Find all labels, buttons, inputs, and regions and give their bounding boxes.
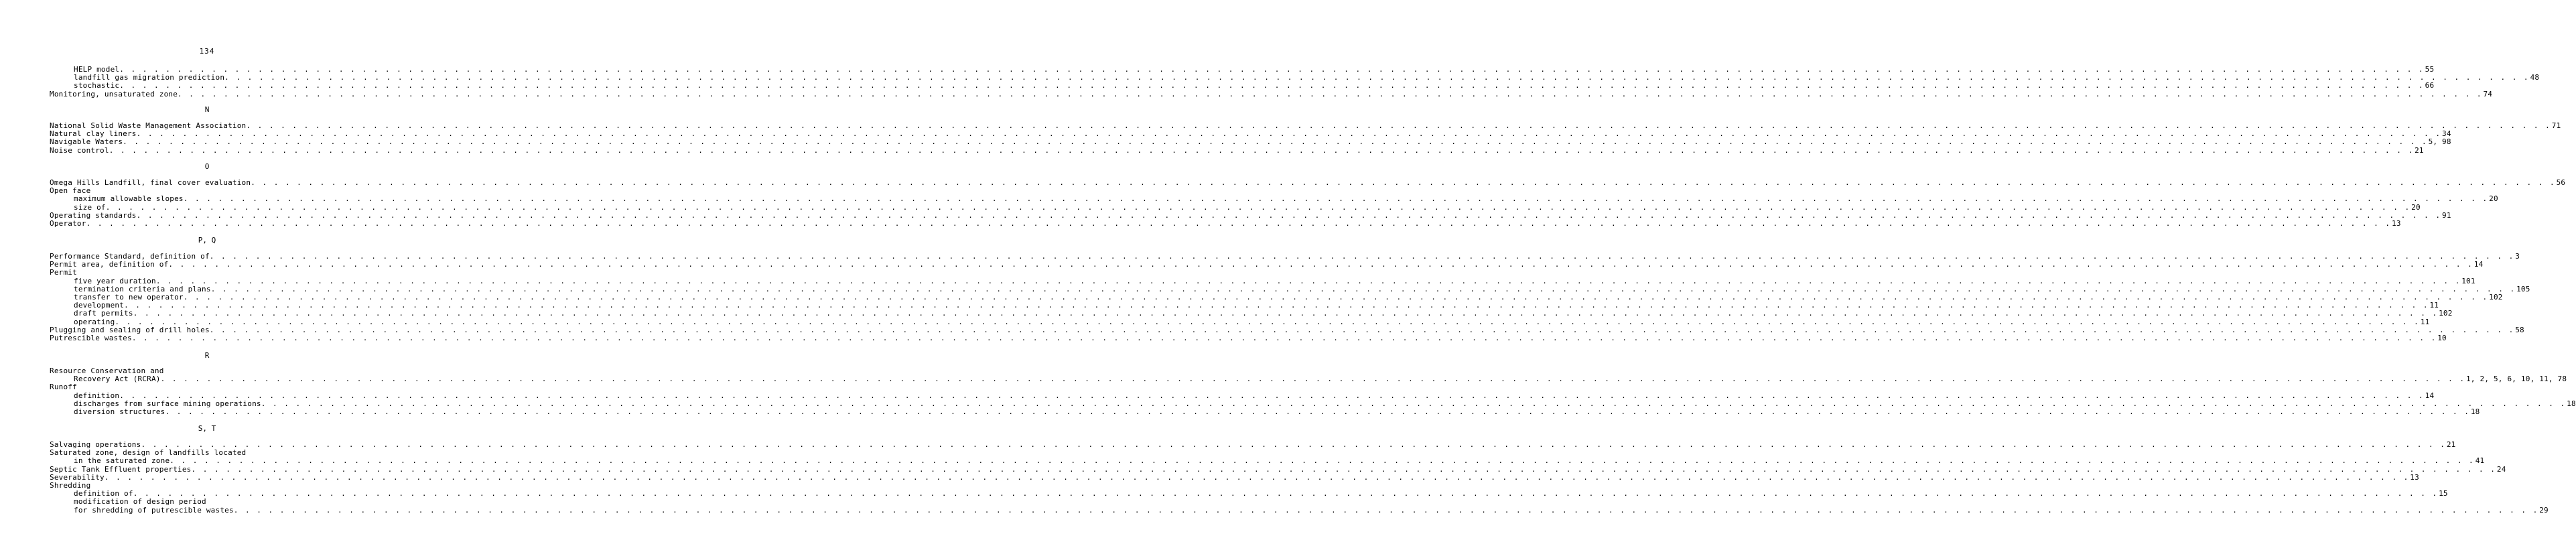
entry-term: Salvaging operations: [50, 440, 141, 449]
entry-page-ref: 14: [2425, 391, 2435, 400]
entry-page-ref: 18: [2470, 407, 2480, 416]
entry-term: operating: [74, 317, 115, 326]
entry-term: definition of: [74, 489, 133, 498]
index-entry: [50, 145, 2424, 155]
dot-leader: . . . . . . . . . . . . . . . . . . . . . . . . . . . . . . . . . . . . . . . . . . . . . . . . . . . . . . . . . . . . . . . . . . . . . . . . . . . . . . . . . . . . . . . . . . . . . . . . . . . . . . . . . . . . . . . . . . . . . . . . . . . . . . . . . . . . . . . . . . . . . . . . . . . . . . . . . . . . . . . . . . . . . . . . . . . . . . . . . . . . . . . . . . . . . . . . . . . . . . . .: [178, 89, 2483, 98]
entry-page-ref: 1, 2, 5, 6, 10, 11, 78: [2466, 375, 2567, 384]
entry-term: draft permits: [74, 309, 133, 318]
dot-leader: . . . . . . . . . . . . . . . . . . . . . . . . . . . . . . . . . . . . . . . . . . . . . . . . . . . . . . . . . . . . . . . . . . . . . . . . . . . . . . . . . . . . . . . . . . . . . . . . . . . . . . . . . . . . . . . . . . . . . . . . . . . . . . . . . . . . . . . . . . . . . . . . . . . . . . . . . . . . . . . . . . . . . . . . . . . . . . . . . . . . . . . . . . . . . . . . . . . . . . . .: [251, 178, 2556, 187]
dot-leader: . . . . . . . . . . . . . . . . . . . . . . . . . . . . . . . . . . . . . . . . . . . . . . . . . . . . . . . . . . . . . . . . . . . . . . . . . . . . . . . . . . . . . . . . . . . . . . . . . . . . . . . . . . . . . . . . . . . . . . . . . . . . . . . . . . . . . . . . . . . . . . . . . . . . . . . . . . . . . . . . . . . . . . . . . . . . . . . . . . . . . . . . . . . . . . . . . . . . . . . .: [246, 121, 2551, 130]
entry-term: HELP model: [74, 65, 120, 74]
index-subentry: [74, 65, 2435, 74]
index-entry: [50, 260, 2484, 269]
dot-leader: . . . . . . . . . . . . . . . . . . . . . . . . . . . . . . . . . . . . . . . . . . . . . . . . . . . . . . . . . . . . . . . . . . . . . . . . . . . . . . . . . . . . . . . . . . . . . . . . . . . . . . . . . . . . . . . . . . . . . . . . . . . . . . . . . . . . . . . . . . . . . . . . . . . . . . . . . . . . . . . . . . . . . . . . . . . . . . . . . . . . . . . . . . . . . . . . . . . . . . . .: [124, 301, 2429, 310]
entry-term: Operating standards: [50, 210, 137, 220]
entry-page-ref: 18: [2567, 399, 2576, 408]
index-subentry: [74, 497, 398, 506]
index-subentry: [74, 456, 2485, 466]
dot-leader: . . . . . . . . . . . . . . . . . . . . . . . . . . . . . . . . . . . . . . . . . . . . . . . . . . . . . . . . . . . . . . . . . . . . . . . . . . . . . . . . . . . . . . . . . . . . . . . . . . . . . . . . . . . . . . . . . . . . . . . . . . . . . . . . . . . . . . . . . . . . . . . . . . . . . . . . . . . . . . . . . . . . . . . . . . . . . . . . . . . . . . . . . . . . . . . . . . . . . . . .: [168, 260, 2473, 269]
index-subentry: [74, 309, 2453, 318]
index-entry: [50, 210, 2451, 220]
entry-page-ref: 66: [2425, 81, 2435, 90]
index-entry: [50, 219, 2401, 228]
entry-term: discharges from surface mining operations: [74, 399, 261, 408]
index-entry: [50, 89, 2493, 98]
entry-term: Shredding: [50, 481, 91, 490]
entry-page-ref: 3: [2515, 252, 2520, 261]
entry-term: Permit area, definition of: [50, 260, 169, 269]
entry-page-ref: 24: [2496, 464, 2506, 474]
entry-term: Performance Standard, definition of: [50, 252, 210, 261]
entry-term: Runoff: [50, 383, 77, 392]
entry-term: National Solid Waste Management Association: [50, 121, 247, 130]
index-entry: [50, 129, 2451, 139]
index-entry: [50, 186, 398, 195]
entry-page-ref: 11: [2429, 301, 2439, 310]
entry-page-ref: 14: [2473, 260, 2484, 269]
entry-page-ref: 41: [2475, 456, 2485, 466]
entry-page-ref: 102: [2489, 293, 2503, 302]
index-subentry: [74, 391, 2435, 400]
dot-leader: . . . . . . . . . . . . . . . . . . . . . . . . . . . . . . . . . . . . . . . . . . . . . . . . . . . . . . . . . . . . . . . . . . . . . . . . . . . . . . . . . . . . . . . . . . . . . . . . . . . . . . . . . . . . . . . . . . . . . . . . . . . . . . . . . . . . . . . . . . . . . . . . . . . . . . . . . . . . . . . . . . . . . . . . . . . . . . . . . . . . . . . . . . . . . . . . . . . . . . . .: [261, 399, 2567, 408]
entry-term: diversion structures: [74, 407, 165, 416]
entry-page-ref: 5, 98: [2428, 137, 2451, 147]
entry-page-ref: 20: [2489, 194, 2498, 204]
dot-leader: . . . . . . . . . . . . . . . . . . . . . . . . . . . . . . . . . . . . . . . . . . . . . . . . . . . . . . . . . . . . . . . . . . . . . . . . . . . . . . . . . . . . . . . . . . . . . . . . . . . . . . . . . . . . . . . . . . . . . . . . . . . . . . . . . . . . . . . . . . . . . . . . . . . . . . . . . . . . . . . . . . . . . . . . . . . . . . . . . . . . . . . . . . . . . . . . . . . . . . . .: [105, 202, 2411, 212]
entry-term: Operator: [50, 219, 86, 228]
dot-leader: . . . . . . . . . . . . . . . . . . . . . . . . . . . . . . . . . . . . . . . . . . . . . . . . . . . . . . . . . . . . . . . . . . . . . . . . . . . . . . . . . . . . . . . . . . . . . . . . . . . . . . . . . . . . . . . . . . . . . . . . . . . . . . . . . . . . . . . . . . . . . . . . . . . . . . . . . . . . . . . . . . . . . . . . . . . . . . . . . . . . . . . . . . . . . . . . . . . . . . . .: [183, 293, 2489, 302]
entry-page-ref: 29: [2539, 505, 2549, 515]
entry-term: Resource Conservation and: [50, 366, 164, 375]
index-entry: [50, 178, 2566, 187]
entry-term: landfill gas migration prediction: [74, 73, 225, 82]
dot-leader: . . . . . . . . . . . . . . . . . . . . . . . . . . . . . . . . . . . . . . . . . . . . . . . . . . . . . . . . . . . . . . . . . . . . . . . . . . . . . . . . . . . . . . . . . . . . . . . . . . . . . . . . . . . . . . . . . . . . . . . . . . . . . . . . . . . . . . . . . . . . . . . . . . . . . . . . . . . . . . . . . . . . . . . . . . . . . . . . . . . . . . . . . . . . . . . . . . . . . . . .: [165, 407, 2470, 416]
dot-leader: . . . . . . . . . . . . . . . . . . . . . . . . . . . . . . . . . . . . . . . . . . . . . . . . . . . . . . . . . . . . . . . . . . . . . . . . . . . . . . . . . . . . . . . . . . . . . . . . . . . . . . . . . . . . . . . . . . . . . . . . . . . . . . . . . . . . . . . . . . . . . . . . . . . . . . . . . . . . . . . . . . . . . . . . . . . . . . . . . . . . . . . . . . . . . . . . . . . . . . . .: [170, 456, 2475, 466]
dot-leader: . . . . . . . . . . . . . . . . . . . . . . . . . . . . . . . . . . . . . . . . . . . . . . . . . . . . . . . . . . . . . . . . . . . . . . . . . . . . . . . . . . . . . . . . . . . . . . . . . . . . . . . . . . . . . . . . . . . . . . . . . . . . . . . . . . . . . . . . . . . . . . . . . . . . . . . . . . . . . . . . . . . . . . . . . . . . . . . . . . . . . . . . . . . . . . . . . . . . . . . .: [115, 317, 2420, 326]
section-letter: R: [204, 351, 210, 360]
entry-term: stochastic: [74, 81, 120, 90]
index-subentry: [74, 73, 2540, 82]
entry-term: five year duration: [74, 276, 156, 285]
entry-term: Monitoring, unsaturated zone: [50, 89, 178, 98]
dot-leader: . . . . . . . . . . . . . . . . . . . . . . . . . . . . . . . . . . . . . . . . . . . . . . . . . . . . . . . . . . . . . . . . . . . . . . . . . . . . . . . . . . . . . . . . . . . . . . . . . . . . . . . . . . . . . . . . . . . . . . . . . . . . . . . . . . . . . . . . . . . . . . . . . . . . . . . . . . . . . . . . . . . . . . . . . . . . . . . . . . . . . . . . . . . . . . . . . . . . . . . .: [86, 219, 2391, 228]
dot-leader: . . . . . . . . . . . . . . . . . . . . . . . . . . . . . . . . . . . . . . . . . . . . . . . . . . . . . . . . . . . . . . . . . . . . . . . . . . . . . . . . . . . . . . . . . . . . . . . . . . . . . . . . . . . . . . . . . . . . . . . . . . . . . . . . . . . . . . . . . . . . . . . . . . . . . . . . . . . . . . . . . . . . . . . . . . . . . . . . . . . . . . . . . . . . . . . . . . . . . . . .: [141, 440, 2446, 449]
index-subentry: [74, 317, 2430, 326]
entry-term: termination criteria and plans: [74, 284, 211, 293]
dot-leader: . . . . . . . . . . . . . . . . . . . . . . . . . . . . . . . . . . . . . . . . . . . . . . . . . . . . . . . . . . . . . . . . . . . . . . . . . . . . . . . . . . . . . . . . . . . . . . . . . . . . . . . . . . . . . . . . . . . . . . . . . . . . . . . . . . . . . . . . . . . . . . . . . . . . . . . . . . . . . . . . . . . . . . . . . . . . . . . . . . . . . . . . . . . . . . . . . . . . . . . .: [131, 334, 2437, 342]
index-subentry: [74, 284, 2530, 293]
index-subentry: [74, 407, 2480, 416]
entry-term: maximum allowable slopes: [74, 194, 184, 204]
dot-leader: . . . . . . . . . . . . . . . . . . . . . . . . . . . . . . . . . . . . . . . . . . . . . . . . . . . . . . . . . . . . . . . . . . . . . . . . . . . . . . . . . . . . . . . . . . . . . . . . . . . . . . . . . . . . . . . . . . . . . . . . . . . . . . . . . . . . . . . . . . . . . . . . . . . . . . . . . . . . . . . . . . . . . . . . . . . . . . . . . . . . . . . . . . . . . . . . . . . . . . . .: [109, 145, 2415, 155]
index-entry: [50, 366, 398, 375]
index-entry: [50, 464, 2506, 474]
dot-leader: . . . . . . . . . . . . . . . . . . . . . . . . . . . . . . . . . . . . . . . . . . . . . . . . . . . . . . . . . . . . . . . . . . . . . . . . . . . . . . . . . . . . . . . . . . . . . . . . . . . . . . . . . . . . . . . . . . . . . . . . . . . . . . . . . . . . . . . . . . . . . . . . . . . . . . . . . . . . . . . . . . . . . . . . . . . . . . . . . . . . . . . . . . . . . . . . . . . . . . . .: [209, 252, 2515, 261]
entry-page-ref: 13: [2410, 472, 2419, 482]
dot-leader: . . . . . . . . . . . . . . . . . . . . . . . . . . . . . . . . . . . . . . . . . . . . . . . . . . . . . . . . . . . . . . . . . . . . . . . . . . . . . . . . . . . . . . . . . . . . . . . . . . . . . . . . . . . . . . . . . . . . . . . . . . . . . . . . . . . . . . . . . . . . . . . . . . . . . . . . . . . . . . . . . . . . . . . . . . . . . . . . . . . . . . . . . . . . . . . . . . . . . . . .: [233, 505, 2539, 515]
entry-page-ref: 105: [2516, 284, 2530, 293]
entry-page-ref: 34: [2442, 129, 2451, 139]
index-entry: [50, 481, 398, 490]
dot-leader: . . . . . . . . . . . . . . . . . . . . . . . . . . . . . . . . . . . . . . . . . . . . . . . . . . . . . . . . . . . . . . . . . . . . . . . . . . . . . . . . . . . . . . . . . . . . . . . . . . . . . . . . . . . . . . . . . . . . . . . . . . . . . . . . . . . . . . . . . . . . . . . . . . . . . . . . . . . . . . . . . . . . . . . . . . . . . . . . . . . . . . . . . . . . . . . . . . . . . . . .: [183, 194, 2489, 204]
index-entry: [50, 440, 2456, 449]
dot-leader: . . . . . . . . . . . . . . . . . . . . . . . . . . . . . . . . . . . . . . . . . . . . . . . . . . . . . . . . . . . . . . . . . . . . . . . . . . . . . . . . . . . . . . . . . . . . . . . . . . . . . . . . . . . . . . . . . . . . . . . . . . . . . . . . . . . . . . . . . . . . . . . . . . . . . . . . . . . . . . . . . . . . . . . . . . . . . . . . . . . . . . . . . . . . . . . . . . . . . . . .: [104, 472, 2410, 482]
index-entry: [50, 448, 398, 457]
entry-page-ref: 91: [2442, 210, 2451, 220]
entry-term: modification of design period: [74, 497, 206, 507]
dot-leader: . . . . . . . . . . . . . . . . . . . . . . . . . . . . . . . . . . . . . . . . . . . . . . . . . . . . . . . . . . . . . . . . . . . . . . . . . . . . . . . . . . . . . . . . . . . . . . . . . . . . . . . . . . . . . . . . . . . . . . . . . . . . . . . . . . . . . . . . . . . . . . . . . . . . . . . . . . . . . . . . . . . . . . . . . . . . . . . . . . . . . . . . . . . . . . . . . . . . . . . .: [136, 129, 2442, 139]
index-subentry: [74, 194, 2498, 204]
index-subentry: [74, 301, 2439, 310]
dot-leader: . . . . . . . . . . . . . . . . . . . . . . . . . . . . . . . . . . . . . . . . . . . . . . . . . . . . . . . . . . . . . . . . . . . . . . . . . . . . . . . . . . . . . . . . . . . . . . . . . . . . . . . . . . . . . . . . . . . . . . . . . . . . . . . . . . . . . . . . . . . . . . . . . . . . . . . . . . . . . . . . . . . . . . . . . . . . . . . . . . . . . . . . . . . . . . . . . . . . . . . .: [224, 73, 2530, 82]
index-subentry: [74, 505, 2549, 515]
index-subentry: [74, 489, 2448, 498]
entry-term: Putrescible wastes: [50, 334, 132, 342]
index-subentry: [74, 202, 2421, 212]
entry-page-ref: 101: [2461, 276, 2476, 285]
index-subentry: [74, 81, 2435, 90]
entry-term: Septic Tank Effluent properties: [50, 464, 192, 474]
dot-leader: . . . . . . . . . . . . . . . . . . . . . . . . . . . . . . . . . . . . . . . . . . . . . . . . . . . . . . . . . . . . . . . . . . . . . . . . . . . . . . . . . . . . . . . . . . . . . . . . . . . . . . . . . . . . . . . . . . . . . . . . . . . . . . . . . . . . . . . . . . . . . . . . . . . . . . . . . . . . . . . . . . . . . . . . . . . . . . . . . . . . . . . . . . . . . . . . . . . . . . . .: [210, 284, 2516, 293]
dot-leader: . . . . . . . . . . . . . . . . . . . . . . . . . . . . . . . . . . . . . . . . . . . . . . . . . . . . . . . . . . . . . . . . . . . . . . . . . . . . . . . . . . . . . . . . . . . . . . . . . . . . . . . . . . . . . . . . . . . . . . . . . . . . . . . . . . . . . . . . . . . . . . . . . . . . . . . . . . . . . . . . . . . . . . . . . . . . . . . . . . . . . . . . . . . . . . . . . . . . . . . .: [123, 137, 2428, 147]
dot-leader: . . . . . . . . . . . . . . . . . . . . . . . . . . . . . . . . . . . . . . . . . . . . . . . . . . . . . . . . . . . . . . . . . . . . . . . . . . . . . . . . . . . . . . . . . . . . . . . . . . . . . . . . . . . . . . . . . . . . . . . . . . . . . . . . . . . . . . . . . . . . . . . . . . . . . . . . . . . . . . . . . . . . . . . . . . . . . . . . . . . . . . . . . . . . . . . . . . . . . . . .: [160, 375, 2466, 384]
entry-term: transfer to new operator: [74, 293, 184, 302]
dot-leader: . . . . . . . . . . . . . . . . . . . . . . . . . . . . . . . . . . . . . . . . . . . . . . . . . . . . . . . . . . . . . . . . . . . . . . . . . . . . . . . . . . . . . . . . . . . . . . . . . . . . . . . . . . . . . . . . . . . . . . . . . . . . . . . . . . . . . . . . . . . . . . . . . . . . . . . . . . . . . . . . . . . . . . . . . . . . . . . . . . . . . . . . . . . . . . . . . . . . . . . .: [191, 464, 2496, 474]
index-entry: [50, 472, 2419, 482]
dot-leader: . . . . . . . . . . . . . . . . . . . . . . . . . . . . . . . . . . . . . . . . . . . . . . . . . . . . . . . . . . . . . . . . . . . . . . . . . . . . . . . . . . . . . . . . . . . . . . . . . . . . . . . . . . . . . . . . . . . . . . . . . . . . . . . . . . . . . . . . . . . . . . . . . . . . . . . . . . . . . . . . . . . . . . . . . . . . . . . . . . . . . . . . . . . . . . . . . . . . . . . .: [133, 489, 2439, 498]
entry-page-ref: 21: [2415, 145, 2424, 155]
dot-leader: . . . . . . . . . . . . . . . . . . . . . . . . . . . . . . . . . . . . . . . . . . . . . . . . . . . . . . . . . . . . . . . . . . . . . . . . . . . . . . . . . . . . . . . . . . . . . . . . . . . . . . . . . . . . . . . . . . . . . . . . . . . . . . . . . . . . . . . . . . . . . . . . . . . . . . . . . . . . . . . . . . . . . . . . . . . . . . . . . . . . . . . . . . . . . . . . . . . . . . . .: [119, 65, 2425, 74]
dot-leader: . . . . . . . . . . . . . . . . . . . . . . . . . . . . . . . . . . . . . . . . . . . . . . . . . . . . . . . . . . . . . . . . . . . . . . . . . . . . . . . . . . . . . . . . . . . . . . . . . . . . . . . . . . . . . . . . . . . . . . . . . . . . . . . . . . . . . . . . . . . . . . . . . . . . . . . . . . . . . . . . . . . . . . . . . . . . . . . . . . . . . . . . . . . . . . . . . . . . . . . .: [136, 210, 2442, 220]
entry-page-ref: 55: [2425, 65, 2435, 74]
entry-term: Open face: [50, 186, 91, 196]
entry-term: Recovery Act (RCRA): [74, 375, 161, 384]
entry-term: Permit: [50, 268, 77, 277]
entry-page-ref: 21: [2446, 440, 2456, 449]
index-entry: [50, 252, 2520, 261]
entry-term: Omega Hills Landfill, final cover evaluation: [50, 178, 251, 187]
index-subentry: [74, 399, 2576, 408]
index-subentry: [74, 375, 2567, 384]
entry-page-ref: 10: [2437, 334, 2447, 342]
index-entry: [50, 383, 398, 391]
page-number: 134: [199, 47, 215, 56]
dot-leader: . . . . . . . . . . . . . . . . . . . . . . . . . . . . . . . . . . . . . . . . . . . . . . . . . . . . . . . . . . . . . . . . . . . . . . . . . . . . . . . . . . . . . . . . . . . . . . . . . . . . . . . . . . . . . . . . . . . . . . . . . . . . . . . . . . . . . . . . . . . . . . . . . . . . . . . . . . . . . . . . . . . . . . . . . . . . . . . . . . . . . . . . . . . . . . . . . . . . . . . .: [119, 81, 2425, 90]
section-letter: O: [204, 162, 210, 171]
entry-term: development: [74, 301, 125, 310]
entry-term: Plugging and sealing of drill holes: [50, 325, 210, 334]
entry-term: definition: [74, 391, 120, 400]
index-entry: [50, 121, 2561, 130]
entry-page-ref: 48: [2530, 73, 2540, 82]
entry-page-ref: 56: [2556, 178, 2566, 187]
entry-term: Saturated zone, design of landfills located: [50, 448, 247, 458]
entry-term: Navigable Waters: [50, 137, 123, 147]
entry-term: in the saturated zone: [74, 456, 170, 466]
entry-term: size of: [74, 202, 106, 212]
entry-page-ref: 74: [2483, 89, 2493, 98]
entry-term: Natural clay liners: [50, 129, 137, 139]
index-entry: [50, 268, 398, 277]
index-entry: [50, 137, 2451, 147]
entry-page-ref: 15: [2439, 489, 2448, 498]
entry-page-ref: 13: [2392, 219, 2401, 228]
dot-leader: . . . . . . . . . . . . . . . . . . . . . . . . . . . . . . . . . . . . . . . . . . . . . . . . . . . . . . . . . . . . . . . . . . . . . . . . . . . . . . . . . . . . . . . . . . . . . . . . . . . . . . . . . . . . . . . . . . . . . . . . . . . . . . . . . . . . . . . . . . . . . . . . . . . . . . . . . . . . . . . . . . . . . . . . . . . . . . . . . . . . . . . . . . . . . . . . . . . . . . . .: [119, 391, 2425, 400]
entry-term: for shredding of putrescible wastes: [74, 505, 234, 515]
section-letter: N: [204, 105, 210, 114]
entry-term: Noise control: [50, 145, 109, 155]
entry-page-ref: 11: [2420, 317, 2430, 326]
index-entry: [50, 325, 2524, 334]
entry-page-ref: 20: [2411, 202, 2421, 212]
entry-term: Severability: [50, 472, 105, 482]
dot-leader: . . . . . . . . . . . . . . . . . . . . . . . . . . . . . . . . . . . . . . . . . . . . . . . . . . . . . . . . . . . . . . . . . . . . . . . . . . . . . . . . . . . . . . . . . . . . . . . . . . . . . . . . . . . . . . . . . . . . . . . . . . . . . . . . . . . . . . . . . . . . . . . . . . . . . . . . . . . . . . . . . . . . . . . . . . . . . . . . . . . . . . . . . . . . . . . . . . . . . . . .: [209, 325, 2515, 334]
section-letter: S, T: [198, 424, 216, 433]
dot-leader: . . . . . . . . . . . . . . . . . . . . . . . . . . . . . . . . . . . . . . . . . . . . . . . . . . . . . . . . . . . . . . . . . . . . . . . . . . . . . . . . . . . . . . . . . . . . . . . . . . . . . . . . . . . . . . . . . . . . . . . . . . . . . . . . . . . . . . . . . . . . . . . . . . . . . . . . . . . . . . . . . . . . . . . . . . . . . . . . . . . . . . . . . . . . . . . . . . . . . . . .: [133, 309, 2439, 318]
entry-page-ref: 71: [2551, 121, 2561, 130]
index-subentry: [74, 293, 2503, 302]
section-letter: P, Q: [198, 236, 216, 245]
entry-page-ref: 102: [2439, 309, 2453, 318]
dot-leader: . . . . . . . . . . . . . . . . . . . . . . . . . . . . . . . . . . . . . . . . . . . . . . . . . . . . . . . . . . . . . . . . . . . . . . . . . . . . . . . . . . . . . . . . . . . . . . . . . . . . . . . . . . . . . . . . . . . . . . . . . . . . . . . . . . . . . . . . . . . . . . . . . . . . . . . . . . . . . . . . . . . . . . . . . . . . . . . . . . . . . . . . . . . . . . . . . . . . . . . .: [155, 276, 2461, 285]
index-entry: [50, 334, 2447, 342]
entry-page-ref: 58: [2515, 325, 2524, 334]
index-subentry: [74, 276, 2476, 285]
